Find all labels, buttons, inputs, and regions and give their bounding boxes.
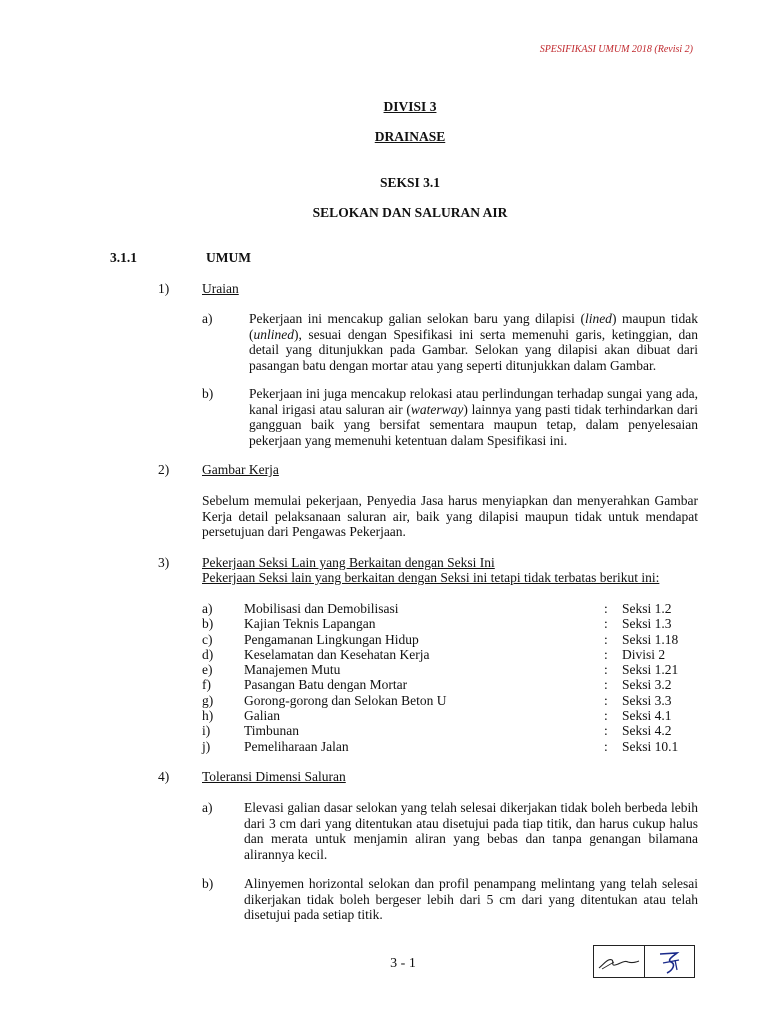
list-ref: Seksi 1.3 (622, 616, 672, 632)
list-text: Pemeliharaan Jalan (244, 738, 349, 754)
list-label: c) (202, 631, 213, 647)
paraf-icon (645, 946, 695, 977)
document-header: SPESIFIKASI UMUM 2018 (Revisi 2) (539, 44, 693, 55)
uraian-b-text-part: Pekerjaan ini juga mencakup relokasi atau perlindungan terhadap sungai yang ada, kanal irigasi atau saluran air ( (249, 386, 698, 417)
toleransi-a-label: a) (202, 800, 213, 815)
initial-cell (594, 946, 645, 977)
list-item (202, 693, 702, 708)
seksi-lain-intro: Pekerjaan Seksi lain yang berkaitan dengan Seksi ini tetapi tidak terbatas berikut ini: (202, 570, 660, 585)
list-text: Galian (244, 708, 280, 724)
list-ref: Divisi 2 (622, 646, 666, 662)
item-title-seksi-lain: Pekerjaan Seksi Lain yang Berkaitan dengan Seksi Ini (202, 555, 495, 570)
item-number: 3) (158, 555, 170, 570)
list-label: a) (202, 601, 213, 616)
related-sections-list (202, 601, 702, 754)
item-number: 4) (158, 769, 170, 784)
initials-box (593, 945, 695, 978)
list-ref: Seksi 1.21 (622, 662, 679, 678)
list-ref: Seksi 1.2 (622, 601, 672, 616)
list-separator: : (604, 646, 608, 662)
section-number: 3.1.1 (110, 250, 137, 265)
list-text: Pengamanan Lingkungan Hidup (244, 631, 419, 647)
uraian-b-label: b) (202, 386, 214, 401)
term-waterway: waterway (410, 401, 464, 417)
item-number: 1) (158, 281, 170, 296)
list-text: Kajian Teknis Lapangan (244, 616, 376, 632)
page-number: 3 - 1 (390, 956, 416, 971)
term-lined: lined (584, 311, 612, 326)
list-item (202, 708, 702, 723)
list-label: e) (202, 662, 213, 678)
toleransi-b-text: Alinyemen horizontal selokan dan profil penampang melintang yang telah selesai dikerjakan tidak boleh bergeser lebih dari 5 cm dari yang ditentukan atau telah disetujui pada setiap titik. (244, 876, 698, 922)
gambar-kerja-paragraph: Sebelum memulai pekerjaan, Penyedia Jasa harus menyiapkan dan menyerahkan Gambar Kerja detail pelaksanaan saluran air, baik yang dilapisi maupun tidak untuk mendapat persetujuan dari Pengawas Pekerjaan. (202, 493, 698, 539)
list-ref: Seksi 4.2 (622, 723, 672, 739)
seksi-title: SELOKAN DAN SALURAN AIR (312, 205, 508, 220)
list-separator: : (604, 631, 608, 647)
section-title: UMUM (206, 250, 251, 265)
list-label: h) (202, 708, 214, 724)
list-separator: : (604, 677, 608, 693)
term-unlined: unlined (253, 326, 294, 342)
list-item (202, 647, 702, 662)
uraian-b-text (249, 386, 698, 448)
uraian-b-text-part: ) lainnya yang pasti tidak terhindarkan dari gangguan baik yang bersifat sementara maupun tetap, dalam penyelesaian pekerjaan yang memenuhi ketentuan dalam Spesifikasi ini. (249, 401, 699, 448)
list-label: f) (202, 677, 211, 693)
list-separator: : (604, 616, 608, 632)
seksi-heading: SEKSI 3.1 (379, 175, 441, 190)
list-label: j) (202, 738, 211, 754)
list-separator: : (604, 738, 608, 754)
list-text: Gorong-gorong dan Selokan Beton U (244, 692, 447, 708)
toleransi-a-text: Elevasi galian dasar selokan yang telah selesai dikerjakan tidak boleh berbeda lebih dari 3 cm dari yang ditentukan atau disetujui pada tiap titik, dan harus cukup halus dan merata untuk menjamin aliran yang bebas dan tanpa genangan bilamana alirannya kecil. (244, 800, 698, 862)
signature-icon (594, 946, 644, 977)
list-ref: Seksi 3.2 (622, 677, 672, 693)
list-ref: Seksi 3.3 (622, 692, 672, 708)
item-title-toleransi: Toleransi Dimensi Saluran (202, 769, 346, 784)
divisi-title: DRAINASE (374, 129, 446, 144)
list-separator: : (604, 662, 608, 678)
list-label: b) (202, 616, 214, 632)
item-number: 2) (158, 462, 170, 477)
list-item (202, 723, 702, 738)
uraian-a-label: a) (202, 311, 213, 326)
list-text: Timbunan (244, 723, 300, 739)
list-separator: : (604, 723, 608, 739)
list-separator: : (604, 692, 608, 708)
list-text: Pasangan Batu dengan Mortar (244, 677, 408, 693)
list-label: d) (202, 646, 214, 662)
list-item (202, 677, 702, 692)
list-item (202, 739, 702, 754)
item-title-uraian: Uraian (202, 281, 239, 296)
list-ref: Seksi 10.1 (622, 738, 679, 754)
list-ref: Seksi 4.1 (622, 708, 672, 724)
list-text: Mobilisasi dan Demobilisasi (244, 601, 399, 616)
list-item (202, 601, 702, 616)
list-item (202, 662, 702, 677)
list-label: g) (202, 692, 214, 708)
toleransi-b-label: b) (202, 876, 214, 891)
uraian-a-text-part: ) maupun tidak ( (249, 311, 698, 342)
uraian-a-text (249, 311, 698, 373)
list-text: Manajemen Mutu (244, 662, 341, 678)
uraian-a-text-part: ), sesuai dengan Spesifikasi ini serta memenuhi garis, ketinggian, dan detail yang ditunjukkan pada Gambar. Selokan yang dilapisi akan dibuat dari pasangan batu dengan mortar atau yang seperti ditunjukkan dalam Gambar. (249, 326, 698, 373)
list-item (202, 616, 702, 631)
list-ref: Seksi 1.18 (622, 631, 679, 647)
list-text: Keselamatan dan Kesehatan Kerja (244, 646, 430, 662)
item-title-gambar-kerja: Gambar Kerja (202, 462, 279, 477)
divisi-heading: DIVISI 3 (383, 99, 437, 114)
initial-cell (645, 946, 695, 977)
uraian-a-text-part: Pekerjaan ini mencakup galian selokan baru yang dilapisi ( (249, 311, 585, 326)
list-separator: : (604, 708, 608, 724)
list-label: i) (202, 723, 211, 739)
list-separator: : (604, 601, 608, 616)
list-item (202, 632, 702, 647)
